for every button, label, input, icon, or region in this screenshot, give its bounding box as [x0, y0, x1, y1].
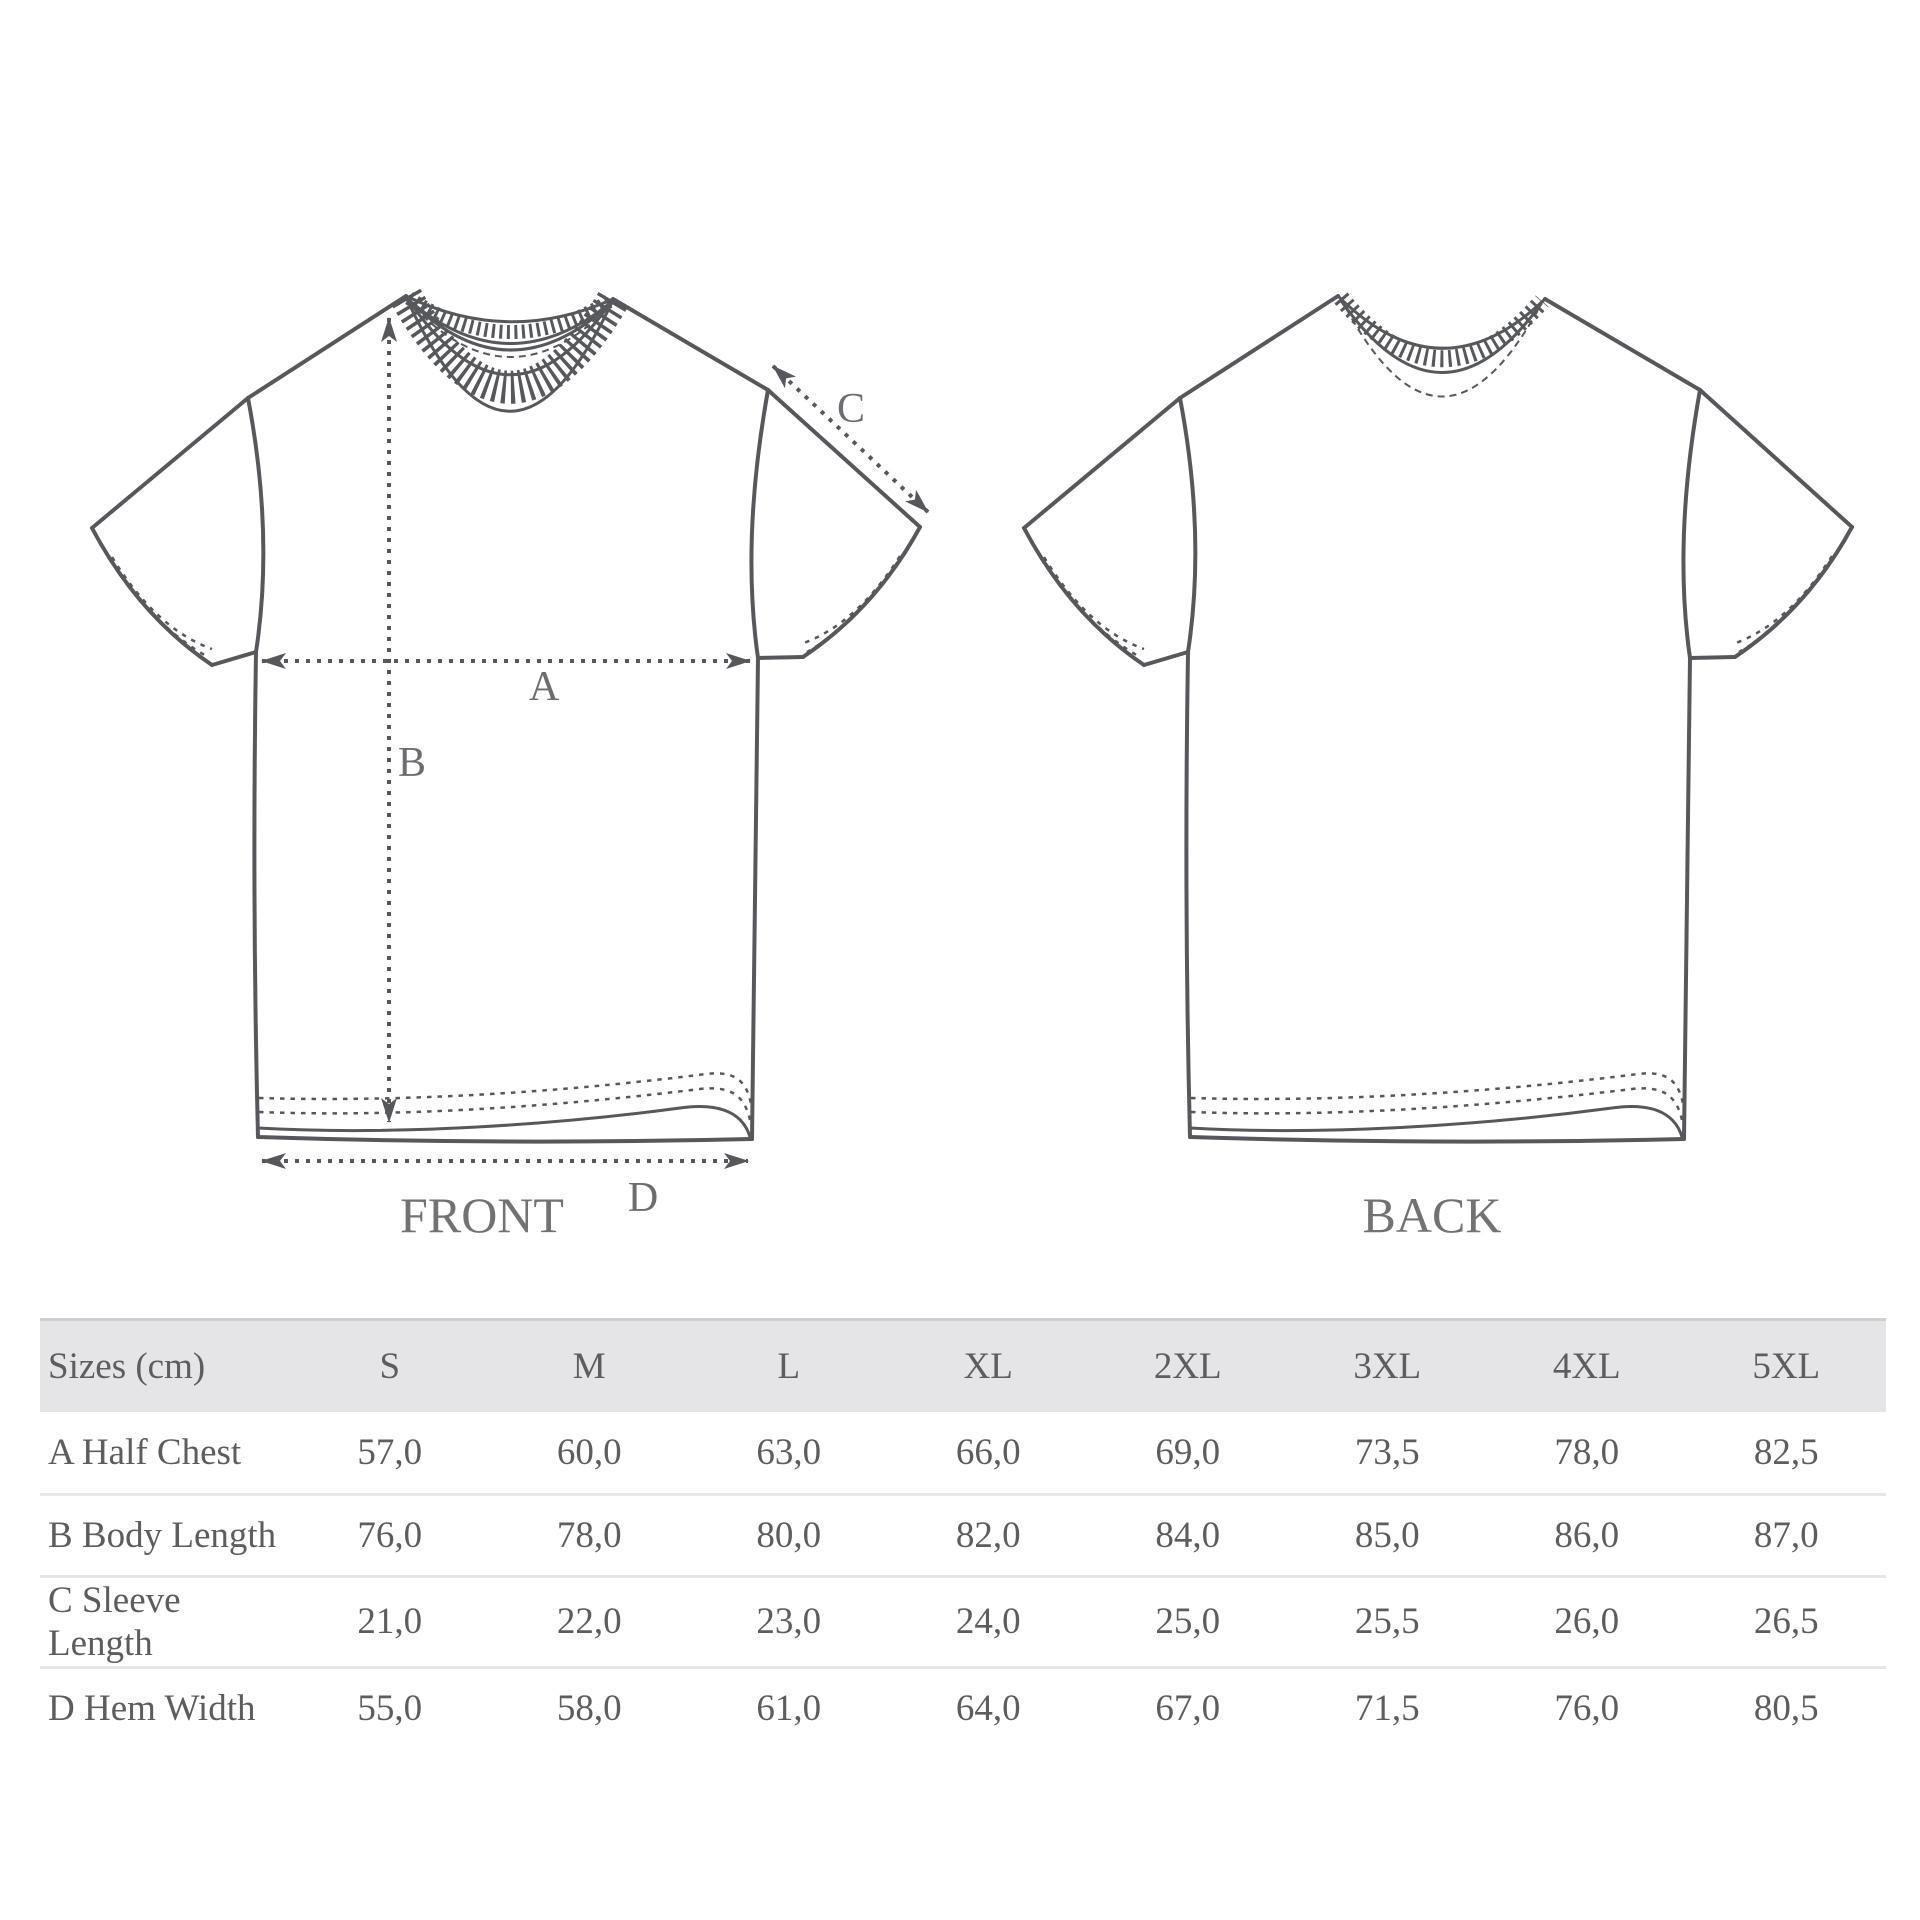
row-label: A Half Chest — [48, 1431, 242, 1473]
cell: 26,0 — [1554, 1601, 1620, 1642]
cell: 71,5 — [1354, 1688, 1420, 1730]
size-table — [40, 1318, 1886, 1749]
front-collar — [406, 296, 613, 411]
column-header-5xl: 5XL — [1752, 1346, 1821, 1387]
back-collar — [1338, 296, 1545, 397]
front-right-sleeve-underarm — [758, 657, 803, 658]
column-header-m: M — [572, 1346, 606, 1387]
cell: 82,5 — [1753, 1431, 1819, 1473]
cell: 60,0 — [556, 1431, 622, 1473]
cell: 25,0 — [1155, 1601, 1221, 1642]
cell: 58,0 — [556, 1688, 622, 1730]
column-header-l: L — [777, 1346, 801, 1387]
back-right-body-curve — [1683, 390, 1700, 658]
front-right-sleeve-opening — [803, 527, 920, 657]
front-left-body-curve — [248, 398, 263, 652]
cell: 22,0 — [556, 1601, 622, 1642]
front-hem-stitch-2 — [259, 1073, 751, 1104]
dimension-c-label: C — [836, 386, 866, 432]
cell: 25,5 — [1354, 1601, 1420, 1642]
table-row-half-chest — [40, 1412, 1886, 1494]
back-shirt — [1024, 296, 1852, 1243]
cell: 78,0 — [556, 1514, 622, 1556]
table-row-sleeve-length — [40, 1576, 1886, 1667]
cell: 80,0 — [756, 1514, 822, 1556]
cell: 24,0 — [955, 1601, 1021, 1642]
dimension-a-label: A — [528, 664, 560, 710]
cell: 76,0 — [1554, 1688, 1620, 1730]
cell: 69,0 — [1155, 1431, 1221, 1473]
front-view-label: FRONT — [400, 1187, 564, 1243]
cell: 26,5 — [1753, 1601, 1819, 1642]
front-left-sleeve-stitch-2 — [112, 557, 212, 649]
cell: 63,0 — [756, 1431, 822, 1473]
column-header-sizes: Sizes (cm) — [48, 1346, 206, 1387]
cell: 23,0 — [756, 1601, 822, 1642]
front-left-sleeve-opening — [92, 528, 212, 665]
cell: 67,0 — [1155, 1688, 1221, 1730]
back-right-sleeve-underarm — [1690, 657, 1735, 658]
back-right-sleeve-opening — [1735, 527, 1852, 657]
back-right-sleeve-top — [1700, 390, 1852, 527]
column-header-s: S — [379, 1346, 401, 1387]
row-label: D Hem Width — [48, 1688, 256, 1730]
back-hem-stitch-2 — [1191, 1073, 1683, 1104]
row-label: C Sleeve Length — [48, 1579, 181, 1664]
back-left-shoulder-seam — [1180, 296, 1338, 398]
back-left-sleeve-opening — [1024, 528, 1144, 665]
cell: 86,0 — [1554, 1514, 1620, 1556]
cell: 57,0 — [357, 1431, 423, 1473]
table-row-hem-width — [40, 1667, 1886, 1749]
front-left-shoulder-seam — [248, 296, 406, 398]
cell: 61,0 — [756, 1688, 822, 1730]
back-right-side-seam — [1684, 658, 1690, 1139]
back-hem-fold — [1190, 1107, 1682, 1137]
back-view-label: BACK — [1362, 1187, 1502, 1243]
back-left-sleeve-underarm — [1144, 652, 1188, 665]
column-header-2xl: 2XL — [1153, 1346, 1222, 1387]
front-right-sleeve-stitch-1 — [807, 544, 910, 652]
size-table-header-row — [40, 1320, 1886, 1413]
cell: 80,5 — [1753, 1688, 1819, 1730]
table-row-body-length — [40, 1494, 1886, 1576]
back-hem-bottom — [1190, 1137, 1684, 1142]
cell: 66,0 — [955, 1431, 1021, 1473]
cell: 85,0 — [1354, 1514, 1420, 1556]
front-hem-bottom — [258, 1137, 752, 1142]
cell: 78,0 — [1554, 1431, 1620, 1473]
back-right-shoulder-seam — [1545, 299, 1700, 390]
front-left-sleeve-top — [92, 398, 248, 528]
back-right-sleeve-stitch-1 — [1739, 544, 1842, 652]
back-left-body-curve — [1180, 398, 1195, 652]
front-right-body-curve — [751, 390, 768, 658]
cell: 64,0 — [955, 1688, 1021, 1730]
back-collar-band-top — [1338, 296, 1545, 348]
cell: 87,0 — [1753, 1514, 1819, 1556]
front-left-sleeve-underarm — [212, 652, 256, 665]
front-right-side-seam — [752, 658, 758, 1139]
cell: 21,0 — [357, 1601, 423, 1642]
front-hem-fold — [258, 1107, 750, 1137]
front-left-side-seam — [254, 652, 258, 1137]
cell: 76,0 — [357, 1514, 423, 1556]
cell: 73,5 — [1354, 1431, 1420, 1473]
column-header-xl: XL — [963, 1346, 1013, 1387]
column-header-4xl: 4XL — [1552, 1346, 1621, 1387]
dimension-b-label: B — [397, 740, 427, 786]
back-right-sleeve-stitch-2 — [1733, 556, 1832, 644]
back-left-side-seam — [1186, 652, 1190, 1137]
back-left-sleeve-top — [1024, 398, 1180, 528]
cell: 84,0 — [1155, 1514, 1221, 1556]
front-right-shoulder-seam — [613, 299, 768, 390]
front-shirt — [92, 296, 928, 1243]
dimension-d-label: D — [627, 1175, 659, 1221]
row-label: B Body Length — [48, 1514, 277, 1556]
cell: 82,0 — [955, 1514, 1021, 1556]
front-right-sleeve-stitch-2 — [801, 556, 900, 644]
cell: 55,0 — [357, 1688, 423, 1730]
column-header-3xl: 3XL — [1353, 1346, 1422, 1387]
back-left-sleeve-stitch-2 — [1044, 557, 1144, 649]
